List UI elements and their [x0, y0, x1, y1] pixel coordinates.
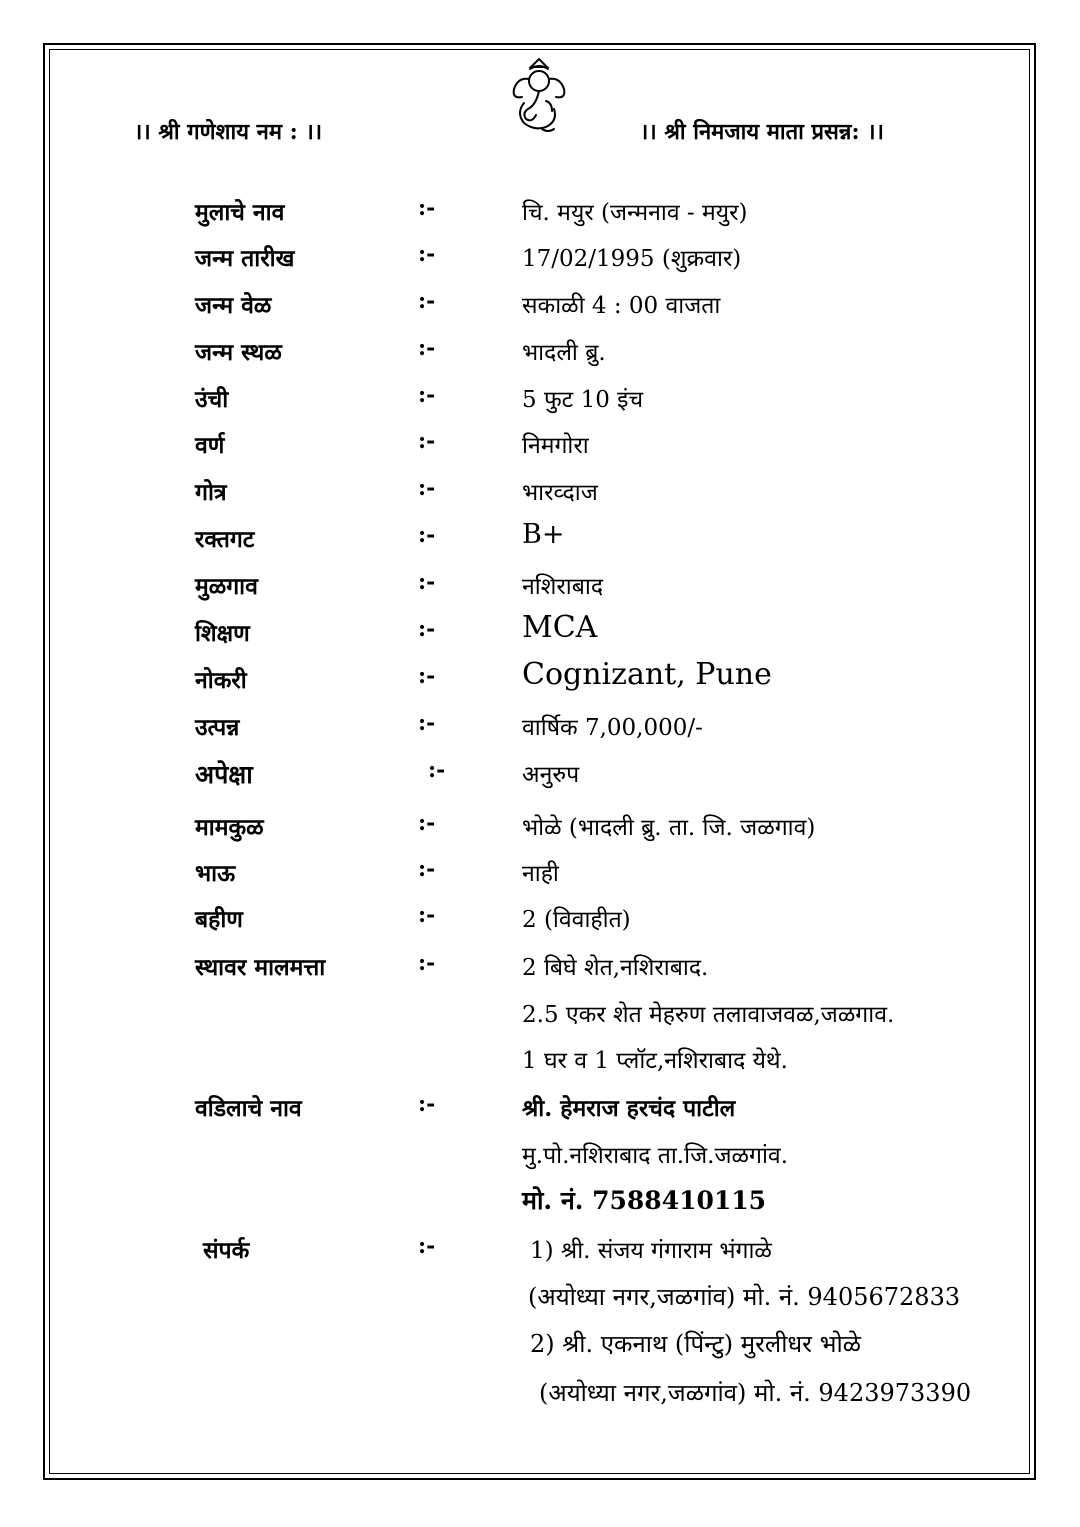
row-complexion: [0, 428, 1080, 474]
field-label: मुळगाव: [195, 573, 258, 600]
row-property: [0, 950, 1080, 996]
field-value: सकाळी 4 : 00 वाजता: [522, 293, 721, 319]
field-label: रक्तगट: [195, 526, 255, 553]
contact-line: 1) श्री. संजय गंगाराम भंगाळे: [530, 1238, 772, 1264]
field-label: गोत्र: [195, 479, 227, 506]
separator: :-: [418, 569, 436, 595]
row-maternal-family: [0, 810, 1080, 856]
row-education: [0, 610, 1080, 662]
separator: :-: [418, 1091, 436, 1117]
field-value: वार्षिक 7,00,000/-: [522, 715, 703, 741]
field-label: वर्ण: [195, 432, 225, 459]
field-value: निमगोरा: [522, 433, 589, 459]
field-label: उंची: [195, 386, 229, 413]
row-birth-date: [0, 241, 1080, 287]
separator: :-: [428, 757, 446, 783]
separator: :-: [418, 902, 436, 928]
separator: :-: [418, 335, 436, 361]
field-label: बहीण: [195, 906, 243, 933]
field-value: नाही: [522, 861, 559, 887]
field-value: चि. मयुर (जन्मनाव - मयुर): [522, 200, 748, 226]
separator: :-: [418, 288, 436, 314]
contact-line: 2) श्री. एकनाथ (पिंन्टु) मुरलीधर भोळे: [530, 1330, 861, 1358]
field-value: भादली ब्रु.: [522, 340, 606, 366]
row-job: [0, 657, 1080, 709]
row-income: [0, 710, 1080, 756]
row-gotra: [0, 475, 1080, 521]
field-label: मामकुळ: [195, 814, 264, 841]
row-blood-group: [0, 519, 1080, 568]
row-native-place: [0, 569, 1080, 615]
row-birth-time: [0, 288, 1080, 334]
separator: :-: [418, 241, 436, 267]
separator: :-: [418, 663, 436, 689]
contact-line: (अयोध्या नगर,जळगांव) मो. नं. 9423973390: [539, 1379, 972, 1407]
separator: :-: [418, 195, 436, 221]
field-label: संपर्क: [203, 1237, 250, 1264]
field-value: 17/02/1995 (शुक्रवार): [522, 246, 742, 272]
row-name: [0, 195, 1080, 241]
header-left-invocation: ।। श्री गणेशाय नम : ।।: [134, 119, 323, 145]
field-value: 5 फुट 10 इंच: [522, 387, 644, 413]
field-label: उत्पन्न: [195, 714, 240, 741]
father-address: मु.पो.नशिराबाद ता.जि.जळगांव.: [522, 1143, 789, 1169]
separator: :-: [418, 428, 436, 454]
father-name: श्री. हेमराज हरचंद पाटील: [522, 1095, 736, 1122]
field-label: मुलाचे नाव: [195, 199, 285, 226]
row-expectation: [0, 757, 1080, 803]
field-value: Cognizant, Pune: [522, 657, 772, 692]
father-mobile: मो. नं. 7588410115: [522, 1186, 767, 1215]
field-label: जन्म वेळ: [195, 292, 272, 319]
field-label: अपेक्षा: [195, 760, 253, 789]
field-value: 2 बिघे शेत,नशिराबाद.: [522, 955, 709, 981]
row-height: [0, 382, 1080, 428]
field-value: 2 (विवाहीत): [522, 907, 631, 933]
field-label: जन्म तारीख: [195, 245, 295, 272]
field-value: भोळे (भादली ब्रु. ता. जि. जळगाव): [522, 815, 816, 841]
row-father: [0, 1091, 1080, 1137]
separator: :-: [418, 475, 436, 501]
row-sister: [0, 902, 1080, 948]
row-brother: [0, 856, 1080, 902]
property-line: 1 घर व 1 प्लॉट,नशिराबाद येथे.: [522, 1048, 788, 1074]
field-value: MCA: [522, 610, 598, 645]
separator: :-: [418, 950, 436, 976]
field-label: जन्म स्थळ: [195, 339, 282, 366]
field-label: शिक्षण: [195, 620, 250, 647]
field-value: नशिराबाद: [522, 574, 604, 600]
property-line: 2.5 एकर शेत मेहरुण तलावाजवळ,जळगाव.: [522, 1002, 895, 1028]
separator: :-: [418, 616, 436, 642]
field-label: नोकरी: [195, 667, 247, 694]
ganesh-icon: [506, 57, 572, 135]
contact-line: (अयोध्या नगर,जळगांव) मो. नं. 9405672833: [528, 1283, 961, 1311]
separator: :-: [418, 1233, 436, 1259]
field-value: अनुरुप: [522, 762, 580, 788]
separator: :-: [418, 710, 436, 736]
row-birth-place: [0, 335, 1080, 381]
separator: :-: [418, 382, 436, 408]
field-value: B+: [522, 519, 565, 550]
separator: :-: [418, 522, 436, 548]
separator: :-: [418, 810, 436, 836]
field-label: स्थावर मालमत्ता: [195, 954, 326, 981]
field-label: वडिलाचे नाव: [195, 1095, 302, 1122]
separator: :-: [418, 856, 436, 882]
header-right-invocation: ।। श्री निमजाय माता प्रसन्न: ।।: [640, 119, 884, 145]
field-label: भाऊ: [195, 860, 236, 887]
row-contact: [0, 1233, 1080, 1279]
field-value: भारव्दाज: [522, 480, 598, 506]
